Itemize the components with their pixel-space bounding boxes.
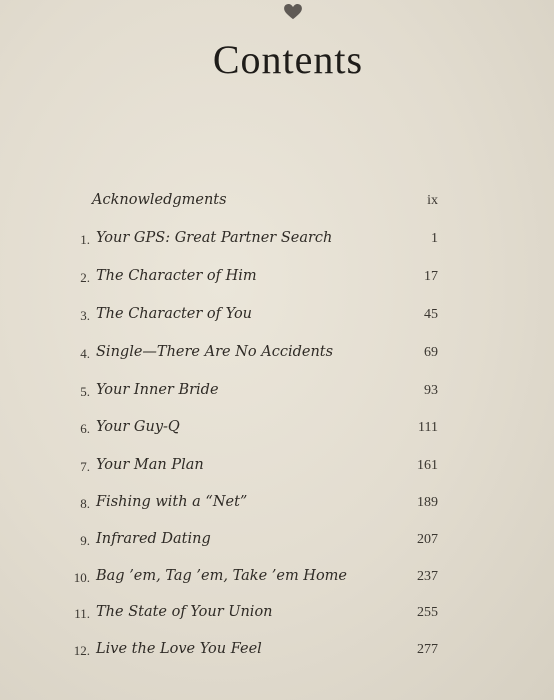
- page-number: 93: [424, 383, 438, 398]
- page-title: Contents: [212, 37, 364, 82]
- chapter-title: The State of Your Union: [96, 604, 273, 620]
- toc-entry: [0, 525, 554, 555]
- toc-entry: [0, 635, 554, 665]
- toc-entry: [0, 224, 554, 254]
- toc-entry: [0, 376, 554, 406]
- toc-entry: [0, 562, 554, 592]
- chapter-number: 1.: [80, 232, 90, 247]
- page-number: ix: [427, 193, 438, 208]
- page-number: 69: [424, 345, 438, 360]
- toc-entry: [0, 300, 554, 330]
- chapter-title: Fishing with a “Net”: [96, 494, 248, 510]
- chapter-title: Your Man Plan: [96, 457, 204, 473]
- toc-entry: [0, 262, 554, 292]
- toc-entry: [0, 413, 554, 443]
- chapter-title: Infrared Dating: [96, 531, 211, 547]
- toc-entry: [0, 338, 554, 368]
- chapter-number: 2.: [80, 270, 90, 285]
- page-number: 17: [424, 269, 438, 284]
- chapter-number: 10.: [73, 570, 90, 585]
- chapter-number: 5.: [80, 384, 90, 399]
- page-number: 111: [418, 420, 438, 435]
- page-number: 207: [417, 532, 438, 547]
- page-number: 255: [417, 605, 438, 620]
- page-number: 237: [417, 569, 438, 584]
- chapter-title: Your GPS: Great Partner Search: [96, 230, 333, 246]
- chapter-number: 9.: [80, 533, 90, 548]
- toc-entry: [0, 451, 554, 481]
- chapter-title: Bag ’em, Tag ’em, Take ’em Home: [96, 568, 348, 584]
- chapter-title: Single—There Are No Accidents: [96, 344, 334, 360]
- page-number: 45: [424, 307, 438, 322]
- chapter-number: 11.: [74, 606, 90, 621]
- chapter-number: 8.: [80, 496, 90, 511]
- page-number: 277: [417, 642, 438, 657]
- chapter-title: Live the Love You Feel: [96, 641, 262, 657]
- chapter-number: 12.: [73, 643, 90, 658]
- chapter-title: Acknowledgments: [92, 192, 227, 208]
- chapter-number: 7.: [80, 459, 90, 474]
- toc-entry: [0, 488, 554, 518]
- page-number: 1: [431, 231, 438, 246]
- chapter-number: 3.: [80, 308, 90, 323]
- chapter-title: Your Guy-Q: [96, 419, 180, 435]
- chapter-title: Your Inner Bride: [96, 382, 219, 398]
- chapter-number: 4.: [80, 346, 90, 361]
- page-number: 189: [417, 495, 438, 510]
- chapter-title: The Character of Him: [96, 268, 257, 284]
- chapter-number: 6.: [80, 421, 90, 436]
- chapter-title: The Character of You: [96, 306, 253, 322]
- toc-entry: [0, 186, 554, 216]
- page-number: 161: [417, 458, 438, 473]
- toc-entry: [0, 598, 554, 628]
